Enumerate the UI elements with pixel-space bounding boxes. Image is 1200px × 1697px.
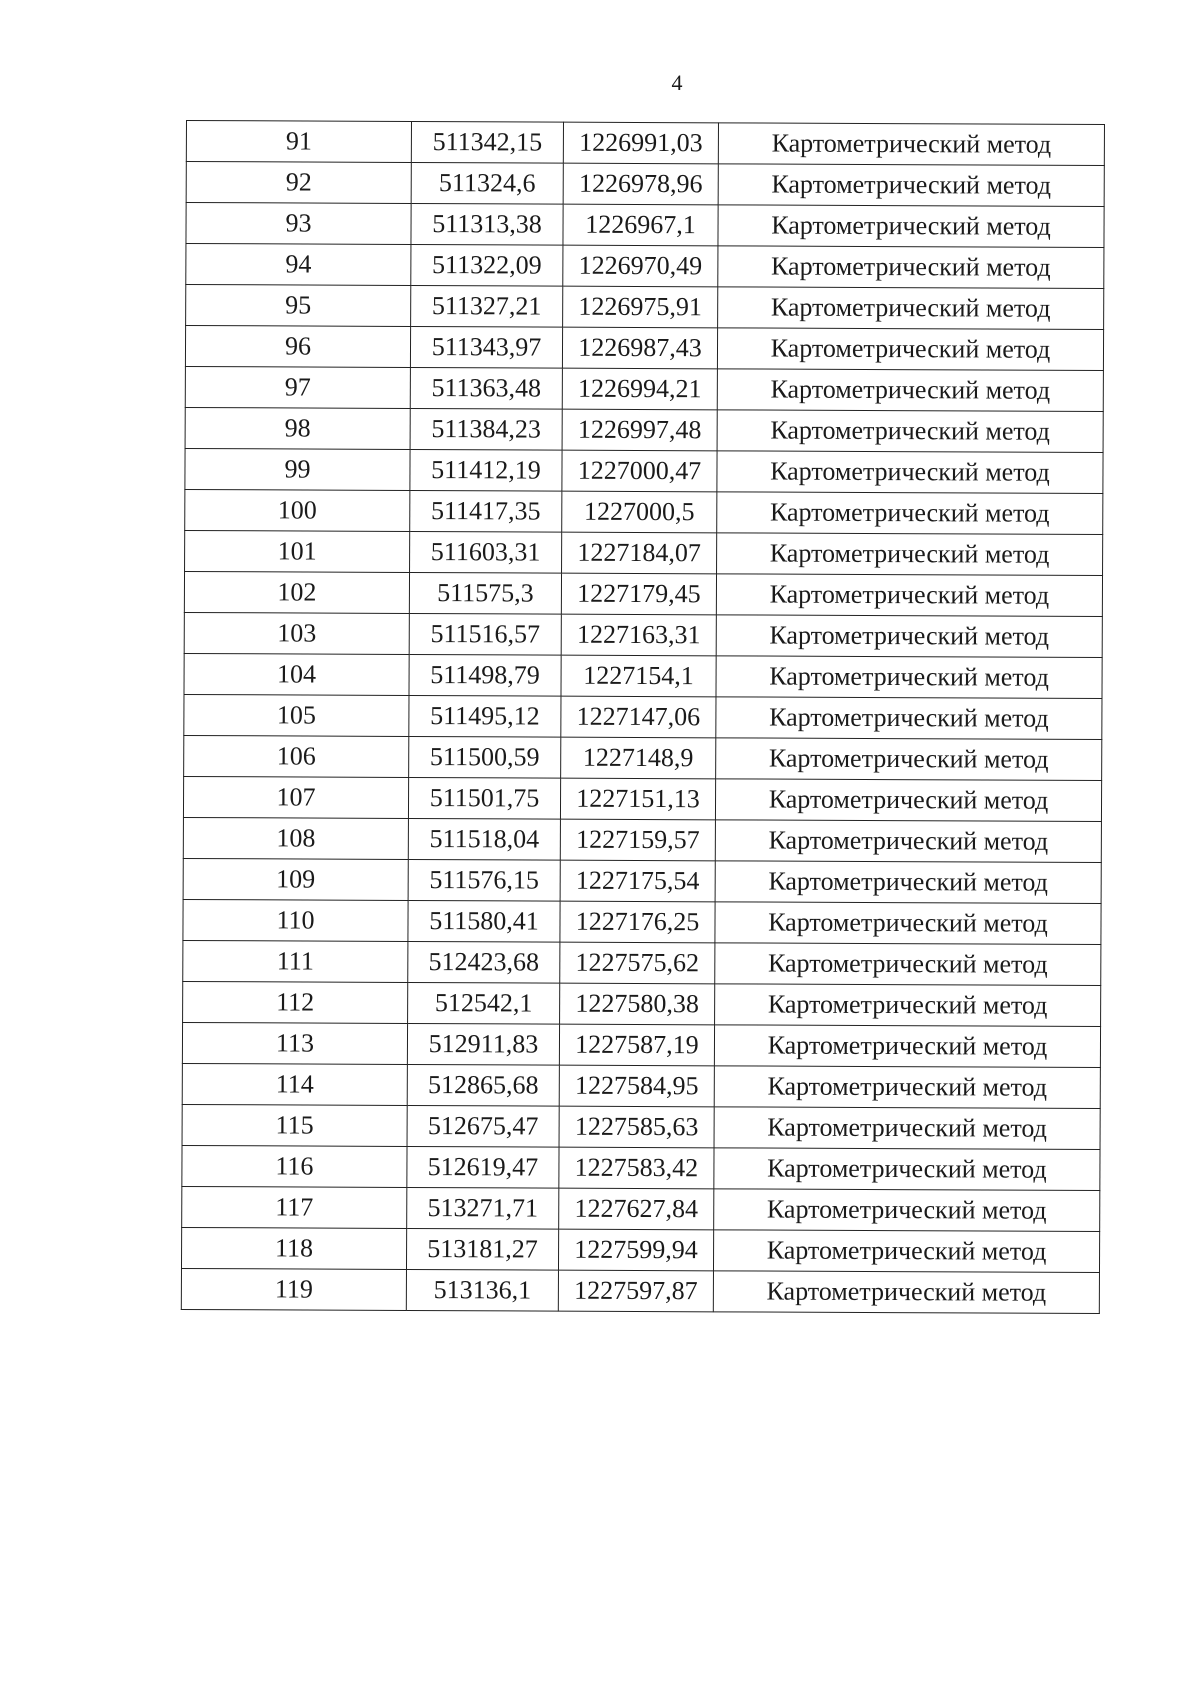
x-coordinate-cell: 513181,27 [406,1228,558,1270]
y-coordinate-cell: 1226975,91 [563,286,718,328]
x-coordinate-cell: 513271,71 [407,1187,559,1229]
table-row [184,653,1102,698]
x-coordinate-cell: 511498,79 [409,654,561,696]
method-cell: Картометрический метод [714,1066,1100,1109]
y-coordinate-cell: 1227580,38 [560,983,715,1025]
x-coordinate-cell: 511313,38 [411,203,563,245]
point-number-cell: 118 [181,1227,406,1269]
point-number-cell: 119 [181,1268,406,1310]
x-coordinate-cell: 511501,75 [408,777,560,819]
point-number-cell: 103 [184,612,409,654]
y-coordinate-cell: 1227000,5 [562,491,717,533]
x-coordinate-cell: 511500,59 [409,736,561,778]
point-number-cell: 107 [183,776,408,818]
y-coordinate-cell: 1227163,31 [561,614,716,656]
table-row [185,326,1103,371]
point-number-cell: 110 [183,899,408,941]
method-cell: Картометрический метод [714,1025,1100,1068]
point-number-cell: 95 [186,285,411,327]
method-cell: Картометрический метод [717,369,1103,412]
table-row [182,1104,1100,1149]
table-row [183,776,1101,821]
table-row [181,1268,1099,1313]
y-coordinate-cell: 1227179,45 [561,573,716,615]
point-number-cell: 117 [182,1186,407,1228]
table-row [183,899,1101,944]
x-coordinate-cell: 511580,41 [408,900,560,942]
x-coordinate-cell: 511412,19 [410,449,562,491]
method-cell: Картометрический метод [714,1189,1100,1232]
x-coordinate-cell: 511516,57 [409,613,561,655]
method-cell: Картометрический метод [718,287,1104,330]
table-row [183,858,1101,903]
x-coordinate-cell: 512675,47 [407,1105,559,1147]
y-coordinate-cell: 1227151,13 [560,778,715,820]
x-coordinate-cell: 511576,15 [408,859,560,901]
point-number-cell: 116 [182,1145,407,1187]
method-cell: Картометрический метод [716,615,1102,658]
x-coordinate-cell: 511342,15 [411,121,563,163]
y-coordinate-cell: 1226994,21 [562,368,717,410]
table-row [183,981,1101,1026]
y-coordinate-cell: 1227148,9 [561,737,716,779]
point-number-cell: 96 [185,326,410,368]
x-coordinate-cell: 511575,3 [409,572,561,614]
y-coordinate-cell: 1226970,49 [563,245,718,287]
table-row [183,940,1101,985]
table-row [185,448,1103,493]
table-row [185,366,1103,411]
y-coordinate-cell: 1227159,57 [560,819,715,861]
y-coordinate-cell: 1226978,96 [563,163,718,205]
method-cell: Картометрический метод [714,1148,1100,1191]
x-coordinate-cell: 511343,97 [410,326,562,368]
point-number-cell: 109 [183,858,408,900]
table-row [184,735,1102,780]
point-number-cell: 113 [182,1022,407,1064]
table-row [182,1145,1100,1190]
table-row [182,1022,1100,1067]
y-coordinate-cell: 1227575,62 [560,942,715,984]
table-row [185,407,1103,452]
table-row [182,1063,1100,1108]
table-row [186,244,1104,289]
y-coordinate-cell: 1227599,94 [558,1229,713,1271]
y-coordinate-cell: 1226967,1 [563,204,718,246]
table-row [186,203,1104,248]
y-coordinate-cell: 1227627,84 [559,1188,714,1230]
point-number-cell: 93 [186,203,411,245]
table-row [185,530,1103,575]
y-coordinate-cell: 1227585,63 [559,1106,714,1148]
x-coordinate-cell: 511327,21 [411,285,563,327]
y-coordinate-cell: 1227176,25 [560,901,715,943]
method-cell: Картометрический метод [716,697,1102,740]
method-cell: Картометрический метод [715,820,1101,863]
method-cell: Картометрический метод [715,984,1101,1027]
y-coordinate-cell: 1227000,47 [562,450,717,492]
y-coordinate-cell: 1227154,1 [561,655,716,697]
method-cell: Картометрический метод [717,328,1103,371]
y-coordinate-cell: 1227175,54 [560,860,715,902]
y-coordinate-cell: 1227583,42 [559,1147,714,1189]
table-row [184,694,1102,739]
point-number-cell: 108 [183,817,408,859]
method-cell: Картометрический метод [713,1230,1099,1273]
table-row [186,162,1104,207]
x-coordinate-cell: 512619,47 [407,1146,559,1188]
point-number-cell: 105 [184,694,409,736]
point-number-cell: 92 [186,162,411,204]
method-cell: Картометрический метод [715,861,1101,904]
coordinates-table [181,120,1105,1314]
method-cell: Картометрический метод [718,164,1104,207]
y-coordinate-cell: 1227587,19 [559,1024,714,1066]
x-coordinate-cell: 511603,31 [410,531,562,573]
method-cell: Картометрический метод [715,779,1101,822]
x-coordinate-cell: 511363,48 [410,367,562,409]
x-coordinate-cell: 512423,68 [408,941,560,983]
y-coordinate-cell: 1227597,87 [558,1270,713,1312]
point-number-cell: 102 [184,571,409,613]
y-coordinate-cell: 1227184,07 [562,532,717,574]
method-cell: Картометрический метод [714,1107,1100,1150]
x-coordinate-cell: 512542,1 [408,982,560,1024]
y-coordinate-cell: 1226991,03 [563,122,718,164]
x-coordinate-cell: 511417,35 [410,490,562,532]
point-number-cell: 94 [186,244,411,286]
method-cell: Картометрический метод [715,943,1101,986]
table-row [186,285,1104,330]
x-coordinate-cell: 512911,83 [407,1023,559,1065]
method-cell: Картометрический метод [718,123,1104,166]
y-coordinate-cell: 1226997,48 [562,409,717,451]
point-number-cell: 106 [184,735,409,777]
x-coordinate-cell: 511322,09 [411,244,563,286]
point-number-cell: 99 [185,448,410,490]
method-cell: Картометрический метод [718,205,1104,248]
table-row [184,571,1102,616]
method-cell: Картометрический метод [716,574,1102,617]
method-cell: Картометрический метод [717,451,1103,494]
method-cell: Картометрический метод [717,410,1103,453]
method-cell: Картометрический метод [717,533,1103,576]
coordinates-table-body [181,121,1104,1314]
y-coordinate-cell: 1227584,95 [559,1065,714,1107]
table-row [181,1227,1099,1272]
x-coordinate-cell: 512865,68 [407,1064,559,1106]
method-cell: Картометрический метод [716,738,1102,781]
point-number-cell: 100 [185,489,410,531]
y-coordinate-cell: 1226987,43 [562,327,717,369]
point-number-cell: 114 [182,1063,407,1105]
point-number-cell: 112 [183,981,408,1023]
point-number-cell: 98 [185,407,410,449]
point-number-cell: 97 [185,366,410,408]
table-row [183,817,1101,862]
method-cell: Картометрический метод [717,492,1103,535]
x-coordinate-cell: 511495,12 [409,695,561,737]
point-number-cell: 91 [186,121,411,163]
page-number: 4 [671,70,683,95]
table-row [182,1186,1100,1231]
table-row [186,121,1104,166]
method-cell: Картометрический метод [716,656,1102,699]
point-number-cell: 111 [183,940,408,982]
point-number-cell: 101 [185,530,410,572]
x-coordinate-cell: 513136,1 [406,1269,558,1311]
x-coordinate-cell: 511518,04 [408,818,560,860]
x-coordinate-cell: 511384,23 [410,408,562,450]
point-number-cell: 115 [182,1104,407,1146]
y-coordinate-cell: 1227147,06 [561,696,716,738]
method-cell: Картометрический метод [715,902,1101,945]
method-cell: Картометрический метод [713,1271,1099,1314]
point-number-cell: 104 [184,653,409,695]
method-cell: Картометрический метод [718,246,1104,289]
x-coordinate-cell: 511324,6 [411,162,563,204]
table-row [184,612,1102,657]
table-row [185,489,1103,534]
